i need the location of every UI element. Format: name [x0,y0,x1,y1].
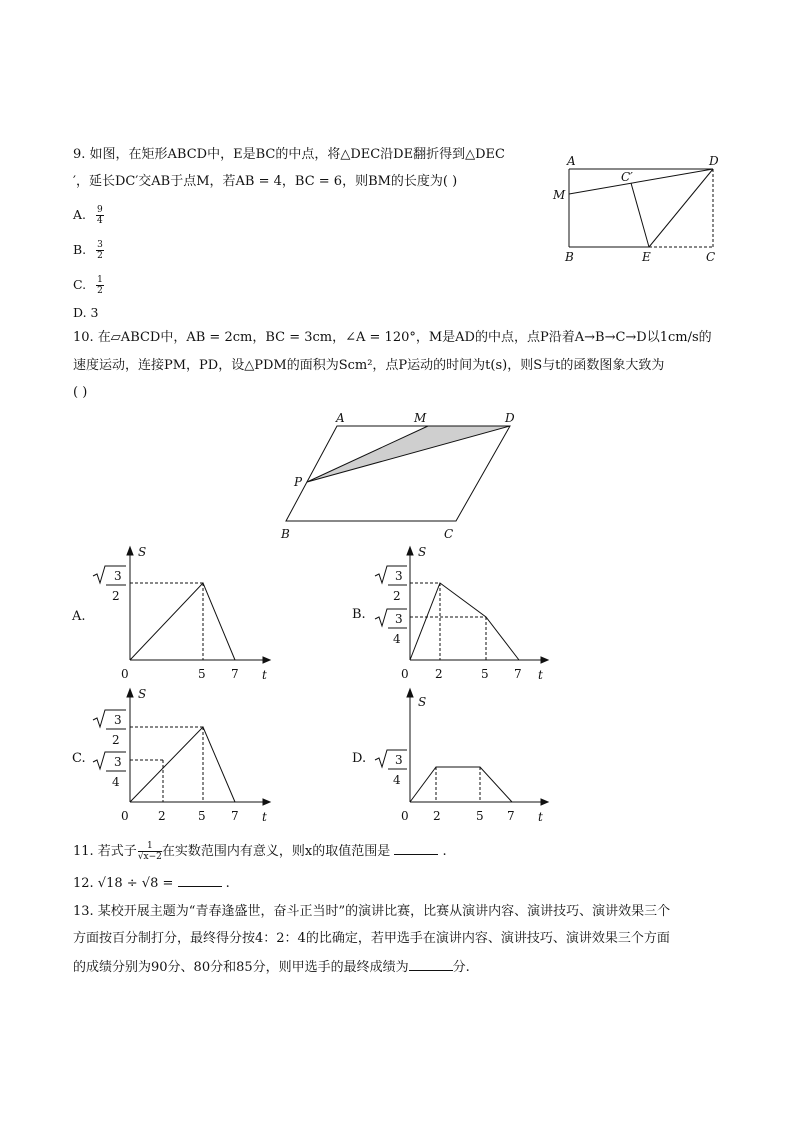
label-c-prime: C′ [621,170,633,184]
label-m: M [553,188,566,202]
label-p: P [294,475,303,489]
svg-text:7: 7 [231,667,239,681]
svg-text:3: 3 [395,612,403,626]
svg-text:2: 2 [393,589,401,603]
q13-text-line1: 13. 某校开展主题为“青春逢盛世，奋斗正当时”的演讲比赛，比赛从演讲内容、演讲技巧、演讲效果三个 [73,904,671,919]
q9-text-line2: ′，延长DC′交AB于点M，若AB = 4，BC = 6，则BM的长度为( ) [73,174,458,189]
curve [410,767,512,802]
svg-text:S: S [138,545,147,559]
q9-option-a[interactable]: A. $\frac{9}{4}$ [73,205,103,226]
segment-md [569,169,713,194]
fraction: $\frac{9}{4}$ [97,205,103,226]
svg-text:t: t [262,810,267,824]
svg-text:3: 3 [395,753,403,767]
curve [130,727,235,802]
svg-text:7: 7 [507,809,515,823]
svg-text:4: 4 [393,632,401,646]
fraction: $\frac{3}{2}$ [97,240,103,261]
svg-text:0: 0 [121,809,129,823]
q9-option-d[interactable]: D. 3 [73,305,99,320]
label-c: C [706,250,716,264]
label-m: M [414,411,427,425]
q11-text: 11. 若式子 $\frac{1}{√x-2}$ 在实数范围内有意义，则x的取值范围是 . [73,841,447,862]
svg-text:0: 0 [401,809,409,823]
svg-text:t: t [538,668,543,682]
label-d: D [505,411,515,425]
svg-text:S: S [138,687,147,701]
label-e: E [642,250,651,264]
q11-answer-blank[interactable] [394,842,438,855]
svg-text:2: 2 [433,809,441,823]
label-a: A [336,411,345,425]
svg-text:3: 3 [114,713,122,727]
svg-text:2: 2 [435,667,443,681]
svg-text:t: t [538,810,543,824]
svg-text:t: t [262,668,267,682]
svg-text:S: S [418,695,427,709]
q10-text-line1: 10. 在▱ABCD中，AB = 2cm，BC = 3cm，∠A = 120°，M是AD的中点，点P沿着A→B→C→D以1cm/s的 [73,330,712,345]
segment-pd [307,426,510,482]
svg-text:2: 2 [158,809,166,823]
q13-text-line3: 的成绩分别为90分、80分和85分，则甲选手的最终成绩为 分. [73,960,470,975]
segment-pm [307,426,428,482]
shaded-triangle-pmd [307,426,510,482]
label-c: C [444,527,454,541]
segment-c-prime-e [631,183,649,247]
q10-text-line2: 速度运动，连接PM，PD，设△PDM的面积为Scm²，点P运动的时间为t(s)，则S与t的函数图象大致为 [73,358,665,373]
svg-text:0: 0 [401,667,409,681]
parallelogram-abcd [286,426,510,521]
fraction: $\frac{1}{2}$ [97,275,103,296]
svg-text:7: 7 [231,809,239,823]
svg-text:S: S [418,545,427,559]
q9-option-c[interactable]: C. $\frac{1}{2}$ [73,275,103,296]
label-b: B [565,250,574,264]
label-b: B [281,527,290,541]
q10-text-line3: ( ) [73,385,88,400]
svg-text:5: 5 [481,667,489,681]
q13-answer-blank[interactable] [409,958,453,971]
graph-c-label[interactable]: C. [72,751,86,766]
label-d: D [709,154,719,168]
svg-text:3: 3 [114,755,122,769]
graph-b-label[interactable]: B. [352,607,366,622]
graph-a-label[interactable]: A. [72,609,86,624]
curve [130,583,235,660]
svg-text:4: 4 [112,775,120,789]
fraction: $\frac{1}{√x-2}$ [137,841,162,862]
svg-text:3: 3 [114,569,122,583]
svg-text:0: 0 [121,667,129,681]
svg-text:5: 5 [476,809,484,823]
svg-text:5: 5 [198,667,206,681]
q9-text-line1: 9. 如图，在矩形ABCD中，E是BC的中点，将△DEC沿DE翻折得到△DEC [73,147,505,162]
svg-text:3: 3 [395,569,403,583]
q9-option-b[interactable]: B. $\frac{3}{2}$ [73,240,103,261]
graph-d-label[interactable]: D. [352,751,367,766]
q12-answer-blank[interactable] [178,874,222,887]
q12-text: 12. √18 ÷ √8 = . [73,876,230,891]
svg-text:2: 2 [112,589,120,603]
svg-text:4: 4 [393,773,401,787]
svg-text:2: 2 [112,733,120,747]
segment-de [649,169,713,247]
q13-text-line2: 方面按百分制打分，最终得分按4：2：4的比确定，若甲选手在演讲内容、演讲技巧、演讲效果三个方面 [73,931,670,946]
label-a: A [567,154,576,168]
svg-text:7: 7 [514,667,522,681]
svg-text:5: 5 [198,809,206,823]
curve [410,583,519,660]
